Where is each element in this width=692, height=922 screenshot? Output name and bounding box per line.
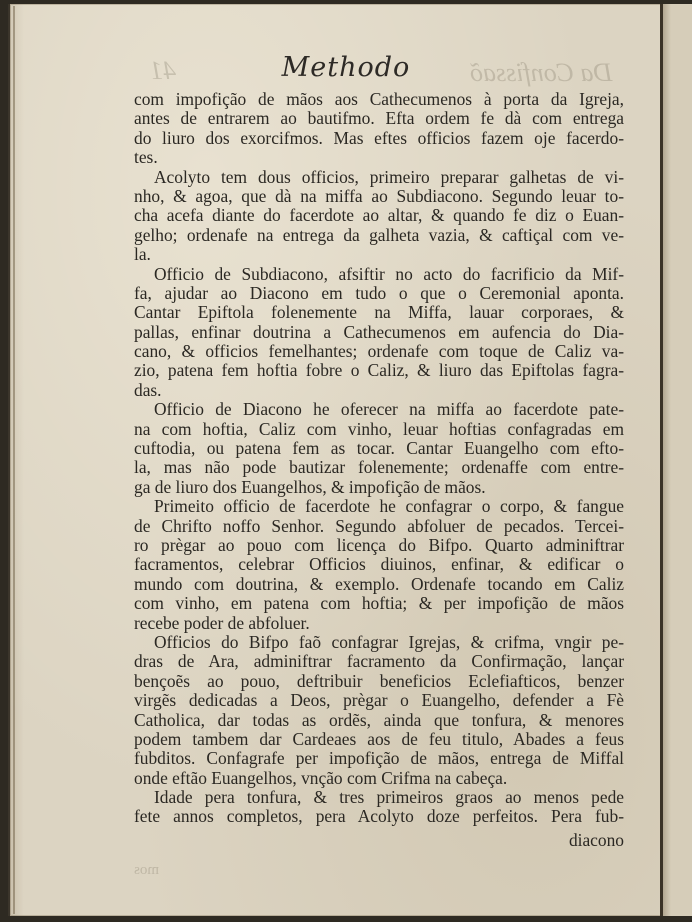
text-line: cano, & officios femelhantes; ordenafe com toque de Caliz va-	[134, 341, 624, 362]
text-line: zio, patena fem hoftia fobre o Caliz, & liuro das Epiftolas fagra-	[134, 360, 624, 381]
text-line: cha acefa diante do facerdote ao altar, & quando fe diz o Euan-	[134, 205, 624, 226]
text-line: Cantar Epiftola folenemente na Miffa, lauar corporaes, &	[134, 302, 624, 323]
paragraph	[134, 90, 624, 168]
text-line: tes.	[134, 147, 158, 168]
text-line: Idade pera tonfura, & tres primeiros graos ao menos pede	[154, 787, 624, 808]
text-line: Catholica, dar todas as ordẽs, ainda que tonfura, & menores	[134, 709, 624, 730]
catchword: diacono	[568, 829, 624, 850]
text-line: cuftodia, ou patena fem as tocar. Cantar Euangelho com efto-	[134, 438, 624, 459]
paragraph	[134, 400, 624, 497]
bleed-through-heading: Da Confissaõ	[470, 58, 613, 87]
bleed-through-footer: mos	[134, 862, 160, 878]
text-line: Officio de Diacono he oferecer na miffa ao facerdote pate-	[154, 399, 624, 420]
text-line: recebe poder de abfoluer.	[134, 612, 310, 633]
text-line: das.	[134, 379, 162, 400]
text-line: facramentos, celebrar Officios diuinos, enfinar, & edificar o	[134, 554, 624, 575]
text-line: antes de entrarem ao bautifmo. Efta ordem fe dà com entrega	[134, 108, 624, 129]
text-line: dras de Ara, adminiftrar facramento da Confirmação, lançar	[134, 651, 624, 672]
paragraph	[134, 168, 624, 265]
text-line: virgẽs dedicadas a Deos, prègar o Euangelho, defender a Fè	[134, 690, 624, 711]
text-line: Acolyto tem dous officios, primeiro preparar galhetas de vi-	[154, 166, 624, 187]
text-line: na com hoftia, Caliz com vinho, leuar hoftias confagradas em	[134, 418, 624, 439]
text-line: ro prègar ao pouo com licença do Bifpo. Quarto adminiftrar	[134, 534, 624, 555]
body-text	[134, 90, 624, 850]
text-line: podem tambem dar Cardeaes aos de feu titulo, Abades a feus	[134, 728, 624, 749]
bleed-through-page-number: 41	[150, 56, 176, 85]
text-line: com impofição de mãos aos Cathecumenos à porta da Igreja,	[134, 89, 624, 109]
text-line: fa, ajudar ao Diacono em tudo o que o Ceremonial aponta.	[134, 282, 624, 303]
paragraph	[134, 633, 624, 788]
text-line: ga de liuro dos Euangelhos, & impofição de mãos.	[134, 476, 486, 497]
running-head: Methodo	[281, 52, 411, 83]
text-line: onde eftão Euangelhos, vnção com Crifma na cabeça.	[134, 767, 508, 788]
text-line: com vinho, em patena com hoftia; & per impofição de mãos	[134, 593, 624, 614]
text-line: la, mas não pode bautizar folenemente; ordenaffe com entre-	[134, 457, 624, 478]
text-line: Officios do Bifpo faõ confagrar Igrejas, & crifma, vngir pe-	[154, 631, 624, 652]
paragraph	[134, 788, 624, 827]
text-line: mundo com doutrina, & exemplo. Ordenafe tocando em Caliz	[134, 573, 624, 594]
text-line: bençoẽs ao pouo, deftribuir beneficios Eclefiafticos, benzer	[134, 670, 624, 691]
text-line: Primeito officio de facerdote he confagrar o corpo, & fangue	[154, 496, 624, 517]
text-line: de Chrifto noffo Senhor. Segundo abfoluer de pecados. Tercei-	[134, 515, 624, 536]
text-line: la.	[134, 244, 151, 265]
paragraph	[134, 497, 624, 633]
text-line: fubditos. Confagrafe per impofição de mãos, entrega de Miffal	[134, 748, 624, 769]
paragraph	[134, 265, 624, 401]
text-line: nho, & agoa, que dà na miffa ao Subdiacono. Segundo leuar to-	[134, 185, 624, 206]
text-line: Officio de Subdiacono, afsiftir no acto do facrificio da Mif-	[154, 263, 624, 284]
page-edge-shadow	[13, 6, 15, 914]
text-line: do liuro dos exorcifmos. Mas eftes officios fazem oje facerdo-	[134, 127, 624, 148]
text-line: fete annos completos, pera Acolyto doze perfeitos. Pera fub-	[134, 806, 624, 827]
text-line: pallas, enfinar doutrina a Cathecumenos em aufencia do Dia-	[134, 321, 624, 342]
text-line: gelho; ordenafe na entrega da galheta vazia, & caftiçal com ve-	[134, 224, 624, 245]
facing-page-edge	[663, 4, 692, 916]
